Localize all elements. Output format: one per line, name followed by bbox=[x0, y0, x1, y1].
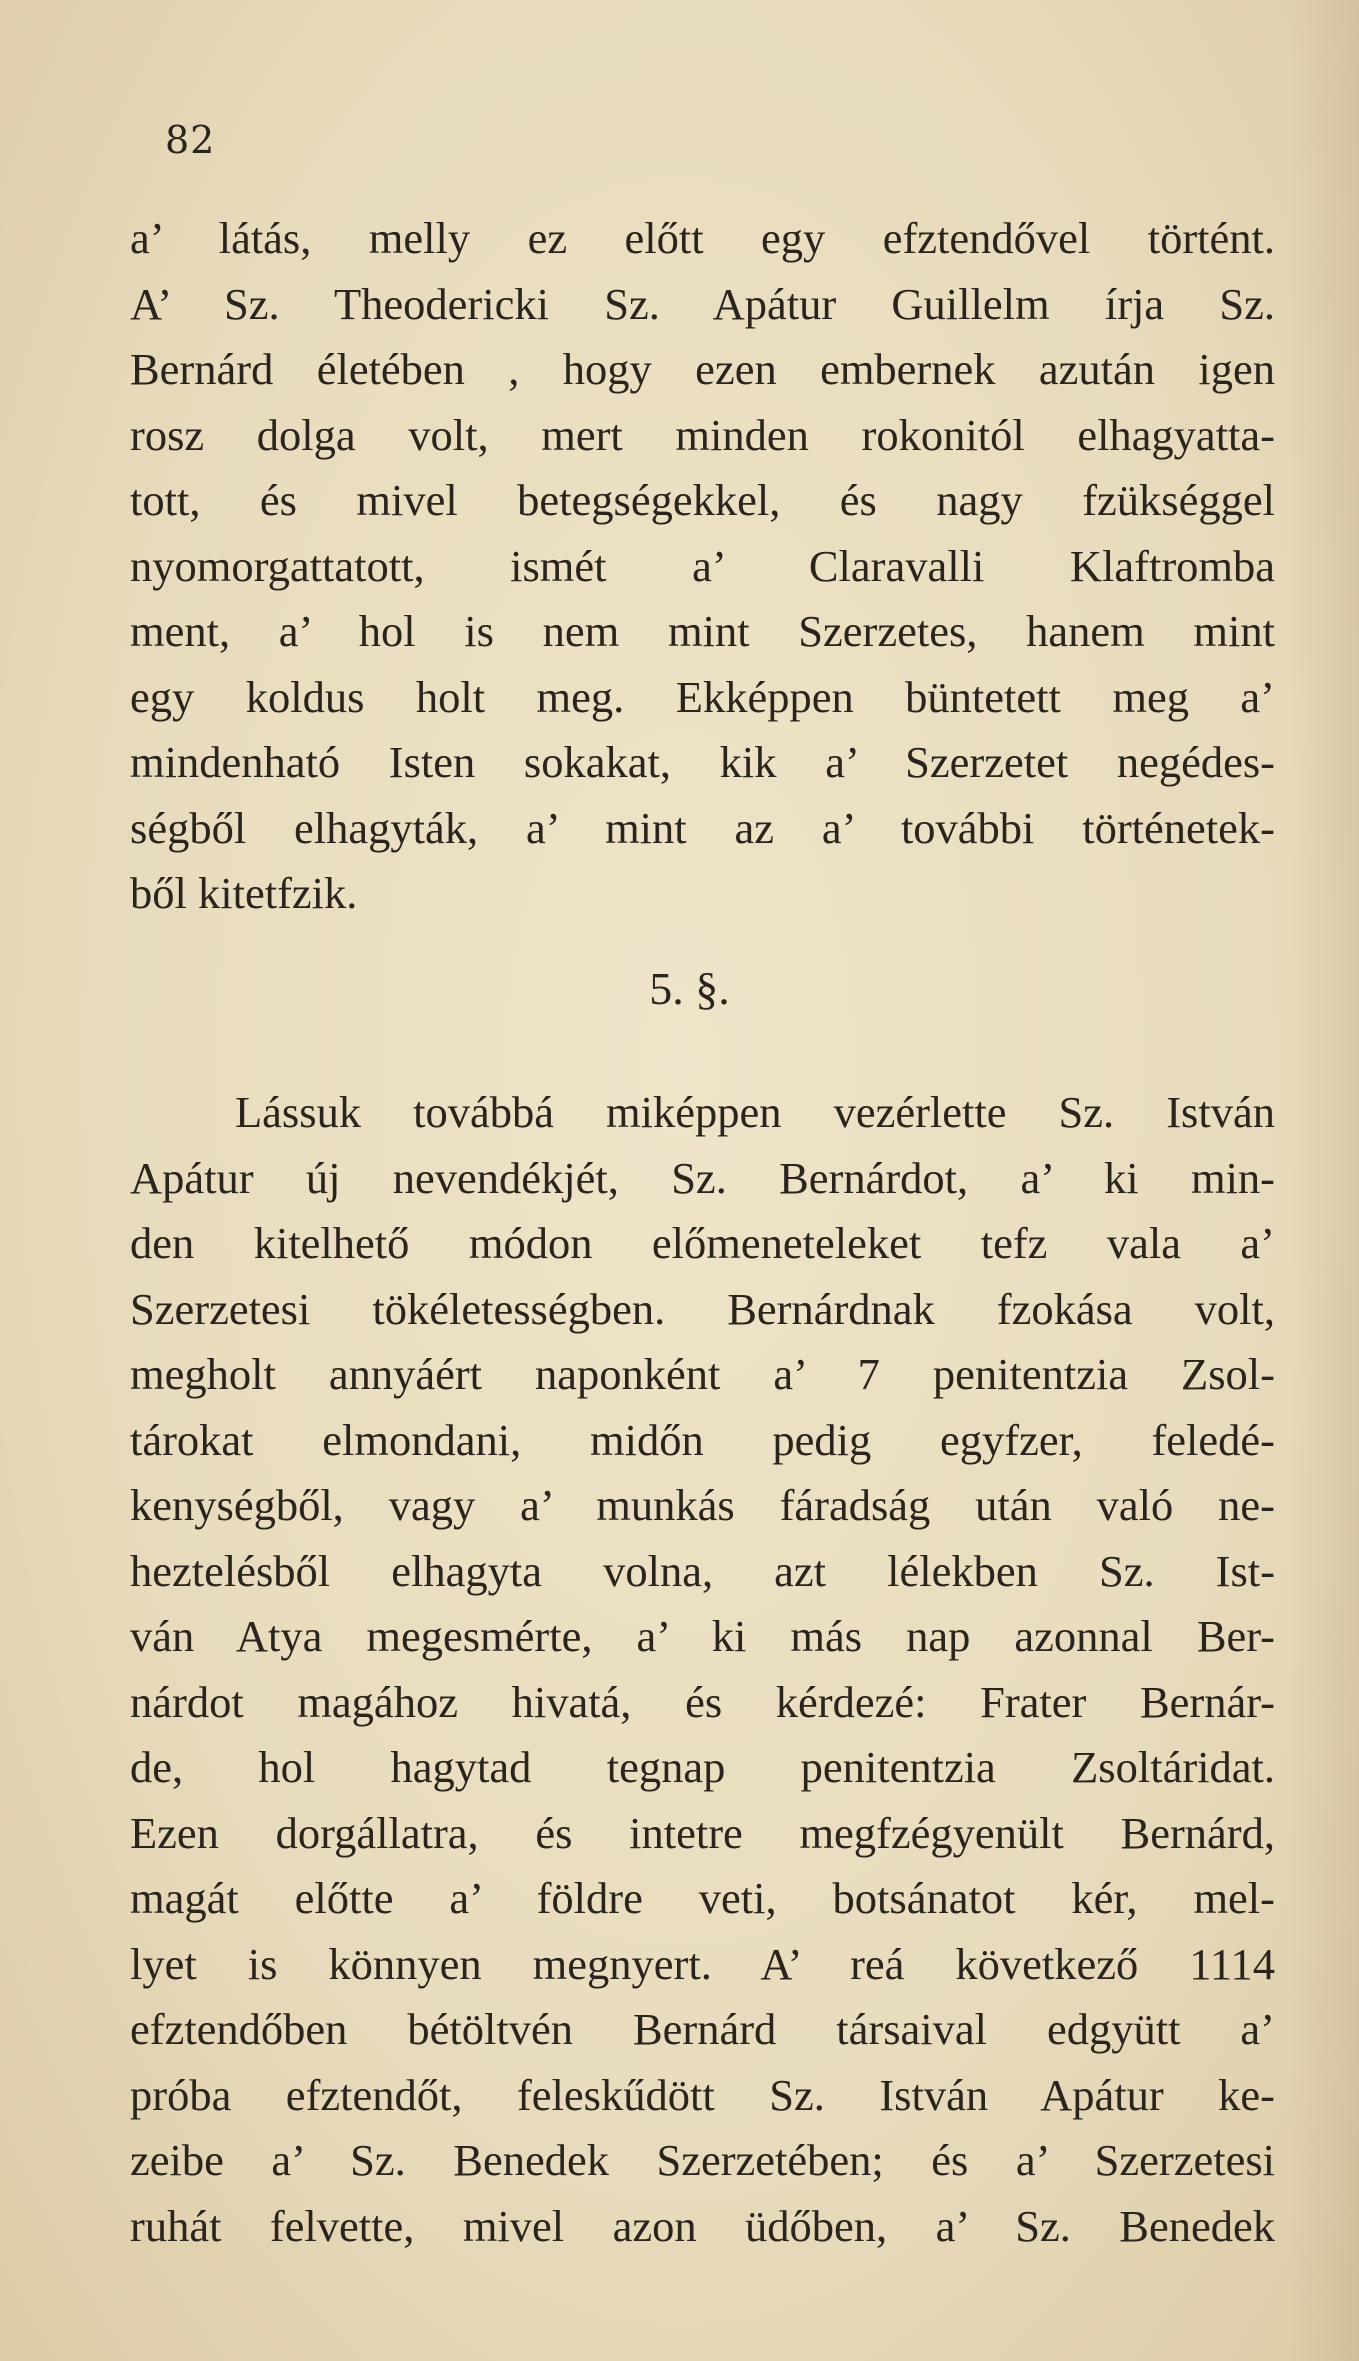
text-line: ségből elhagyták, a’ mint az a’ további történetek- bbox=[130, 802, 1275, 853]
text-line: de, hol hagytad tegnap penitentzia Zsoltáridat. bbox=[130, 1742, 1275, 1792]
page-edge-shadow bbox=[1289, 0, 1359, 2361]
text-line: ván Atya megesmérte, a’ ki más nap azonnal Ber- bbox=[130, 1611, 1275, 1661]
text-line: egy koldus holt meg. Ekképpen büntetett meg a’ bbox=[130, 671, 1275, 722]
text-line: tárokat elmondani, midőn pedig egyfzer, feledé- bbox=[130, 1414, 1275, 1465]
text-line: próba efztendőt, feleskűdött Sz. István Apátur ke- bbox=[130, 2069, 1275, 2120]
text-line: ből kitetfzik. bbox=[130, 868, 358, 918]
text-line: heztelésből elhagyta volna, azt lélekben Sz. Ist- bbox=[130, 1545, 1275, 1596]
text-line: den kitelhető módon előmeneteleket tefz vala a’ bbox=[130, 1218, 1275, 1268]
text-line: tott, és mivel betegségekkel, és nagy fzükséggel bbox=[130, 475, 1275, 525]
text-line: nárdot magához hivatá, és kérdezé: Frater Bernár- bbox=[130, 1676, 1275, 1727]
text-line: megholt annyáért naponként a’ 7 penitentzia Zsol- bbox=[130, 1349, 1275, 1399]
paragraph-1 bbox=[130, 206, 1275, 927]
section-heading: 5. §. bbox=[649, 963, 730, 1014]
text-line: zeibe a’ Sz. Benedek Szerzetében; és a’ Szerzetesi bbox=[130, 2135, 1275, 2185]
text-line: a’ látás, melly ez előtt egy efztendővel történt. bbox=[130, 213, 1275, 263]
text-line: ment, a’ hol is nem mint Szerzetes, hanem mint bbox=[130, 606, 1275, 656]
page-number: 82 bbox=[165, 118, 216, 162]
text-line: mindenható Isten sokakat, kik a’ Szerzetet negédes- bbox=[130, 737, 1275, 787]
text-line: magát előtte a’ földre veti, botsánatot kér, mel- bbox=[130, 1873, 1275, 1923]
text-line: A’ Sz. Theodericki Sz. Apátur Guillelm írja Sz. bbox=[130, 278, 1275, 329]
text-line: Szerzetesi tökéletességben. Bernárdnak fzokása volt, bbox=[130, 1283, 1275, 1334]
text-line: Ezen dorgállatra, és intetre megfzégyenült Bernárd, bbox=[130, 1807, 1275, 1858]
text-line: Lássuk továbbá miképpen vezérlette Sz. István bbox=[235, 1087, 1275, 1137]
paragraph-2 bbox=[130, 1080, 1275, 2259]
text-line: rosz dolga volt, mert minden rokonitól elhagyatta- bbox=[130, 409, 1275, 460]
text-line: Bernárd életében , hogy ezen embernek azután igen bbox=[130, 344, 1275, 394]
text-line: kenységből, vagy a’ munkás fáradság után való ne- bbox=[130, 1480, 1275, 1530]
text-line: ruhát felvette, mivel azon üdőben, a’ Sz. Benedek bbox=[130, 2200, 1275, 2251]
text-line: Apátur új nevendékjét, Sz. Bernárdot, a’ ki min- bbox=[130, 1152, 1275, 1203]
text-line: efztendőben bétöltvén Bernárd társaival edgyütt a’ bbox=[130, 2004, 1275, 2054]
text-line: lyet is könnyen megnyert. A’ reá következő 1114 bbox=[130, 1938, 1275, 1989]
text-line: nyomorgattatott, ismét a’ Claravalli Klaftromba bbox=[130, 540, 1275, 591]
